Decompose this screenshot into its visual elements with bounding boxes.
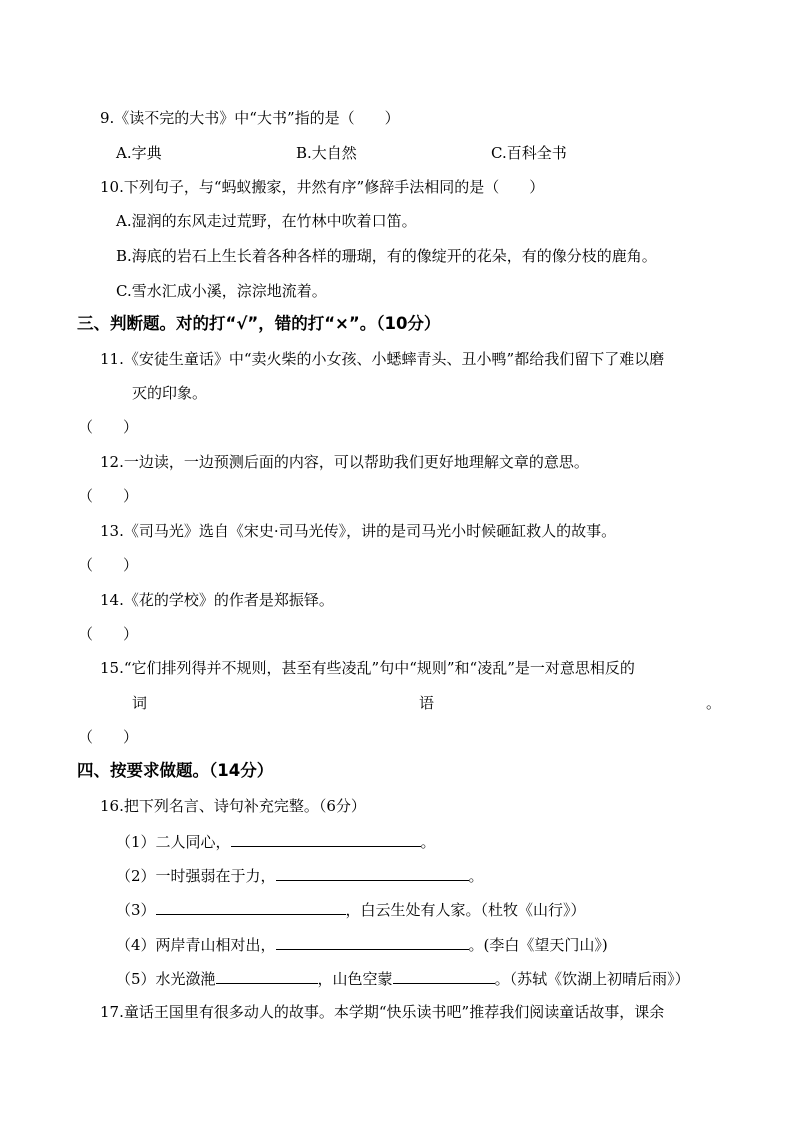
q16-item-4-post: 。(李白《望天门山》) (468, 936, 608, 954)
q12-answer-paren: （ ） (78, 487, 139, 505)
q16-item-5-mid: ，山色空蒙 (317, 970, 393, 988)
q13-answer-paren: （ ） (78, 556, 139, 574)
q16-item-4-pre: （4）两岸青山相对出， (116, 936, 276, 954)
q11-line1: 11.《安徒生童话》中“卖火柴的小女孩、小蟋蟀青头、丑小鸭”都给我们留下了难以磨 (100, 350, 665, 368)
q16-item-2-post: 。 (468, 867, 484, 885)
q16-item-5-post: 。（苏轼《饮湖上初晴后雨》） (494, 970, 690, 988)
q15-line1: 15.“它们排列得并不规则，甚至有些凌乱”句中“规则”和“凌乱”是一对意思相反的 (100, 659, 635, 677)
q16-item-5-blank-1[interactable] (216, 968, 318, 984)
q15-word-ci: 词 (132, 694, 148, 712)
q16-item-2 (116, 865, 484, 886)
q9-option-c: C.百科全书 (491, 144, 567, 162)
q16-item-1-post: 。 (420, 833, 436, 851)
q14-answer-paren: （ ） (78, 625, 139, 643)
q13-text: 13.《司马光》选自《宋史·司马光传》，讲的是司马光小时候砸缸救人的故事。 (100, 522, 617, 540)
q10-option-a: A.湿润的东风走过荒野，在竹林中吹着口笛。 (116, 212, 417, 230)
q16-item-3 (116, 899, 586, 920)
q16-item-5-pre: （5）水光潋滟 (116, 970, 216, 988)
section-3-title: 三、判断题。对的打“√”，错的打“×”。（10分） (77, 314, 441, 333)
section-4-title: 四、按要求做题。（14分） (77, 761, 274, 780)
q16-item-3-pre: （3） (116, 901, 156, 919)
q15-word-yu: 语 (419, 694, 435, 712)
q16-item-4-blank[interactable] (276, 934, 469, 950)
q15-period: 。 (706, 694, 722, 712)
q16-item-1-blank[interactable] (231, 831, 421, 847)
q9-option-b: B.大自然 (296, 144, 357, 162)
q16-item-3-post: ，白云生处有人家。（杜牧《山行》） (345, 901, 586, 919)
q15-answer-paren: （ ） (78, 728, 139, 746)
q10-stem: 10.下列句子，与“蚂蚁搬家，井然有序”修辞手法相同的是（ ） (100, 178, 545, 196)
q9-stem: 9.《读不完的大书》中“大书”指的是（ ） (100, 109, 400, 127)
q14-text: 14.《花的学校》的作者是郑振铎。 (100, 591, 334, 609)
q16-item-4 (116, 934, 608, 955)
q11-answer-paren: （ ） (78, 418, 139, 436)
q16-stem: 16.把下列名言、诗句补充完整。（6分） (100, 797, 366, 815)
q16-item-2-blank[interactable] (276, 865, 469, 881)
q16-item-2-pre: （2）一时强弱在于力， (116, 867, 276, 885)
q17-text: 17.童话王国里有很多动人的故事。本学期“快乐读书吧”推荐我们阅读童话故事，课余 (100, 1003, 665, 1021)
q16-item-5-blank-2[interactable] (393, 968, 495, 984)
q11-line2: 灭的印象。 (132, 384, 208, 402)
q16-item-1 (116, 831, 436, 852)
q10-option-c: C.雪水汇成小溪，淙淙地流着。 (116, 282, 327, 300)
q10-option-b: B.海底的岩石上生长着各种各样的珊瑚，有的像绽开的花朵，有的像分枝的鹿角。 (116, 247, 657, 265)
q16-item-3-blank[interactable] (156, 899, 346, 915)
q16-item-5 (116, 968, 690, 989)
q12-text: 12.一边读，一边预测后面的内容，可以帮助我们更好地理解文章的意思。 (100, 453, 589, 471)
q16-item-1-pre: （1）二人同心， (116, 833, 231, 851)
q9-option-a: A.字典 (116, 144, 162, 162)
